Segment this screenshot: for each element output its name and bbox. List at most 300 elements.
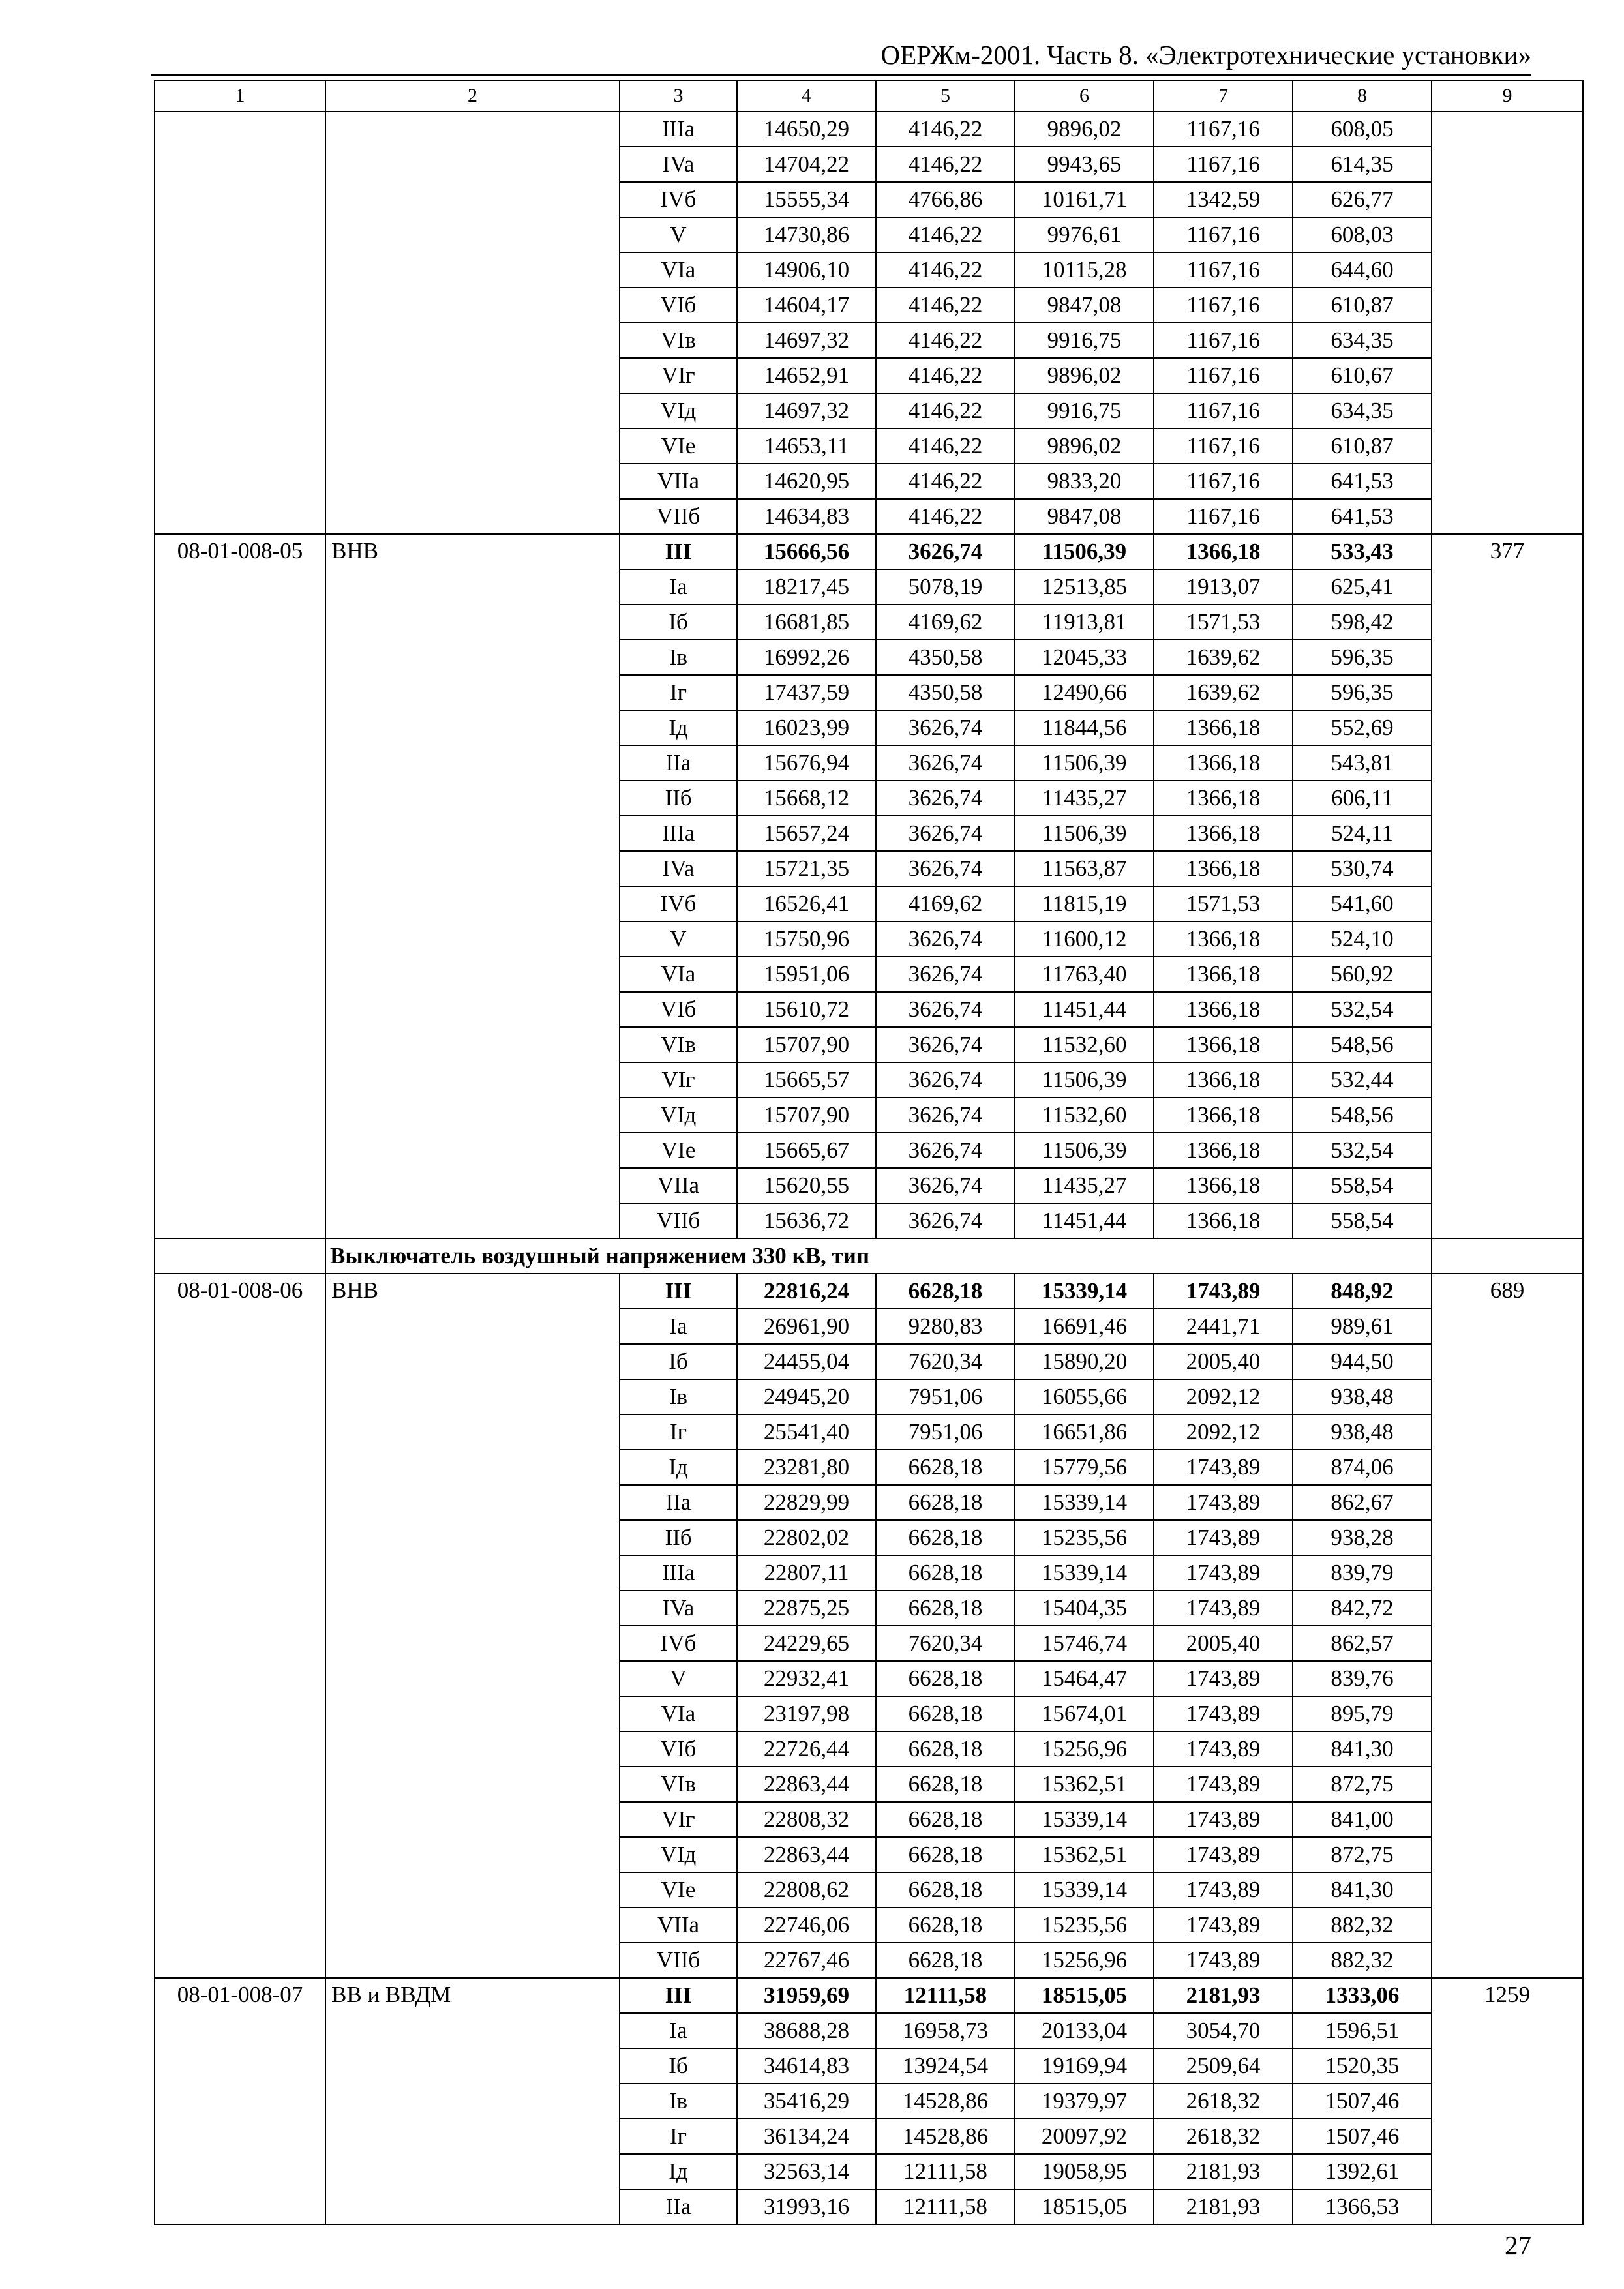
value-cell: 4146,22: [876, 464, 1015, 499]
value-cell: 596,35: [1293, 640, 1432, 675]
value-cell: 1167,16: [1154, 147, 1293, 182]
value-cell: 1366,18: [1154, 1168, 1293, 1203]
value-cell: 35416,29: [737, 2084, 876, 2119]
value-cell: 11451,44: [1015, 1203, 1154, 1238]
column-number: 4: [737, 80, 876, 112]
category-cell: IIa: [620, 745, 737, 781]
value-cell: 1743,89: [1154, 1591, 1293, 1626]
value-cell: 11435,27: [1015, 1168, 1154, 1203]
value-cell: 862,57: [1293, 1626, 1432, 1661]
value-cell: 14604,17: [737, 288, 876, 323]
value-cell: 15362,51: [1015, 1837, 1154, 1872]
value-cell: 1743,89: [1154, 1802, 1293, 1837]
value-cell: 1392,61: [1293, 2154, 1432, 2189]
value-cell: 841,30: [1293, 1731, 1432, 1767]
value-cell: 839,79: [1293, 1555, 1432, 1591]
category-cell: IIa: [620, 2189, 737, 2224]
category-cell: Iб: [620, 605, 737, 640]
value-cell: 3626,74: [876, 534, 1015, 569]
value-cell: 11532,60: [1015, 1027, 1154, 1062]
value-cell: 6628,18: [876, 1555, 1015, 1591]
value-cell: 23281,80: [737, 1450, 876, 1485]
value-cell: 15235,56: [1015, 1520, 1154, 1555]
category-cell: IVa: [620, 1591, 737, 1626]
category-cell: VIIa: [620, 1908, 737, 1943]
value-cell: 598,42: [1293, 605, 1432, 640]
category-cell: VIIб: [620, 1203, 737, 1238]
category-cell: IIa: [620, 1485, 737, 1520]
category-cell: IVб: [620, 1626, 737, 1661]
value-cell: 533,43: [1293, 534, 1432, 569]
value-cell: 20097,92: [1015, 2119, 1154, 2154]
value-cell: 22808,62: [737, 1872, 876, 1908]
category-cell: III: [620, 1274, 737, 1309]
value-cell: 7951,06: [876, 1414, 1015, 1450]
value-cell: 12490,66: [1015, 675, 1154, 710]
value-cell: 1743,89: [1154, 1767, 1293, 1802]
value-cell: 11506,39: [1015, 745, 1154, 781]
value-cell: 608,05: [1293, 112, 1432, 147]
column-number: 8: [1293, 80, 1432, 112]
value-cell: 14650,29: [737, 112, 876, 147]
category-cell: VIд: [620, 1837, 737, 1872]
value-cell: 1743,89: [1154, 1485, 1293, 1520]
value-cell: 862,67: [1293, 1485, 1432, 1520]
column-number: 5: [876, 80, 1015, 112]
value-cell: 1743,89: [1154, 1731, 1293, 1767]
value-cell: 606,11: [1293, 781, 1432, 816]
value-cell: 15404,35: [1015, 1591, 1154, 1626]
value-cell: 22808,32: [737, 1802, 876, 1837]
value-cell: 15339,14: [1015, 1274, 1154, 1309]
category-cell: VIa: [620, 252, 737, 288]
value-cell: 1167,16: [1154, 288, 1293, 323]
value-cell: 9847,08: [1015, 499, 1154, 534]
category-cell: Iб: [620, 1344, 737, 1379]
value-cell: 19379,97: [1015, 2084, 1154, 2119]
value-cell: 4350,58: [876, 675, 1015, 710]
item-count: 689: [1432, 1274, 1583, 1978]
value-cell: 882,32: [1293, 1943, 1432, 1978]
category-cell: VIe: [620, 1872, 737, 1908]
value-cell: 626,77: [1293, 182, 1432, 217]
category-cell: V: [620, 217, 737, 252]
value-cell: 2092,12: [1154, 1379, 1293, 1414]
value-cell: 634,35: [1293, 323, 1432, 358]
value-cell: 944,50: [1293, 1344, 1432, 1379]
table-body: [155, 80, 1583, 2224]
value-cell: 1507,46: [1293, 2084, 1432, 2119]
value-cell: 6628,18: [876, 1872, 1015, 1908]
value-cell: 15657,24: [737, 816, 876, 851]
value-cell: 7620,34: [876, 1626, 1015, 1661]
value-cell: 20133,04: [1015, 2013, 1154, 2048]
item-count: 377: [1432, 534, 1583, 1238]
value-cell: 34614,83: [737, 2048, 876, 2084]
value-cell: 14730,86: [737, 217, 876, 252]
value-cell: 22875,25: [737, 1591, 876, 1626]
value-cell: 1743,89: [1154, 1520, 1293, 1555]
value-cell: 2005,40: [1154, 1344, 1293, 1379]
category-cell: VIд: [620, 1098, 737, 1133]
value-cell: 38688,28: [737, 2013, 876, 2048]
category-cell: Ia: [620, 569, 737, 605]
category-cell: Iб: [620, 2048, 737, 2084]
category-cell: VIe: [620, 1133, 737, 1168]
value-cell: 15890,20: [1015, 1344, 1154, 1379]
category-cell: VIв: [620, 1767, 737, 1802]
section-code-cell: [155, 1238, 325, 1274]
value-cell: 4350,58: [876, 640, 1015, 675]
item-code: 08-01-008-05: [155, 534, 325, 1238]
item-name: ВВ и ВВДМ: [325, 1978, 620, 2224]
value-cell: 15674,01: [1015, 1696, 1154, 1731]
value-cell: 14653,11: [737, 428, 876, 464]
value-cell: 15746,74: [1015, 1626, 1154, 1661]
value-cell: 1167,16: [1154, 323, 1293, 358]
value-cell: 874,06: [1293, 1450, 1432, 1485]
value-cell: 872,75: [1293, 1837, 1432, 1872]
value-cell: 9916,75: [1015, 323, 1154, 358]
value-cell: 644,60: [1293, 252, 1432, 288]
value-cell: 14697,32: [737, 393, 876, 428]
value-cell: 524,11: [1293, 816, 1432, 851]
category-cell: IVa: [620, 147, 737, 182]
value-cell: 1639,62: [1154, 640, 1293, 675]
value-cell: 3626,74: [876, 745, 1015, 781]
value-cell: 22932,41: [737, 1661, 876, 1696]
value-cell: 1507,46: [1293, 2119, 1432, 2154]
category-cell: VIe: [620, 428, 737, 464]
column-number: 6: [1015, 80, 1154, 112]
page-header: ОЕРЖм-2001. Часть 8. «Электротехнические установки»: [880, 40, 1531, 70]
value-cell: 14634,83: [737, 499, 876, 534]
value-cell: 12111,58: [876, 2154, 1015, 2189]
value-cell: 3626,74: [876, 1062, 1015, 1098]
value-cell: 15779,56: [1015, 1450, 1154, 1485]
value-cell: 2092,12: [1154, 1414, 1293, 1450]
category-cell: Iд: [620, 1450, 737, 1485]
value-cell: 848,92: [1293, 1274, 1432, 1309]
value-cell: 24455,04: [737, 1344, 876, 1379]
value-cell: 16023,99: [737, 710, 876, 745]
category-cell: Ia: [620, 2013, 737, 2048]
value-cell: 32563,14: [737, 2154, 876, 2189]
value-cell: 18515,05: [1015, 2189, 1154, 2224]
category-cell: Iг: [620, 675, 737, 710]
value-cell: 3626,74: [876, 781, 1015, 816]
value-cell: 1743,89: [1154, 1696, 1293, 1731]
page-number: 27: [1505, 2230, 1531, 2260]
value-cell: 15665,67: [737, 1133, 876, 1168]
value-cell: 3626,74: [876, 816, 1015, 851]
value-cell: 22863,44: [737, 1767, 876, 1802]
category-cell: VIг: [620, 1062, 737, 1098]
table-row-base: [155, 534, 1583, 569]
category-cell: VIa: [620, 1696, 737, 1731]
value-cell: 22746,06: [737, 1908, 876, 1943]
value-cell: 11815,19: [1015, 886, 1154, 921]
value-cell: 11451,44: [1015, 992, 1154, 1027]
value-cell: 26961,90: [737, 1309, 876, 1344]
value-cell: 548,56: [1293, 1027, 1432, 1062]
value-cell: 18217,45: [737, 569, 876, 605]
value-cell: 1366,18: [1154, 781, 1293, 816]
value-cell: 6628,18: [876, 1731, 1015, 1767]
value-cell: 4169,62: [876, 886, 1015, 921]
value-cell: 1743,89: [1154, 1872, 1293, 1908]
value-cell: 1596,51: [1293, 2013, 1432, 2048]
category-cell: IIIa: [620, 112, 737, 147]
value-cell: 25541,40: [737, 1414, 876, 1450]
item-name: [325, 112, 620, 534]
value-cell: 15362,51: [1015, 1767, 1154, 1802]
value-cell: 2181,93: [1154, 2189, 1293, 2224]
value-cell: 6628,18: [876, 1450, 1015, 1485]
value-cell: 3626,74: [876, 992, 1015, 1027]
column-number-row: [155, 80, 1583, 112]
header-rule: [151, 74, 1531, 76]
category-cell: VIIa: [620, 1168, 737, 1203]
value-cell: 16651,86: [1015, 1414, 1154, 1450]
category-cell: V: [620, 921, 737, 957]
category-cell: VIб: [620, 1731, 737, 1767]
category-cell: VIб: [620, 288, 737, 323]
value-cell: 560,92: [1293, 957, 1432, 992]
value-cell: 1366,18: [1154, 816, 1293, 851]
value-cell: 12045,33: [1015, 640, 1154, 675]
value-cell: 19058,95: [1015, 2154, 1154, 2189]
value-cell: 1743,89: [1154, 1555, 1293, 1591]
value-cell: 15707,90: [737, 1027, 876, 1062]
value-cell: 543,81: [1293, 745, 1432, 781]
value-cell: 6628,18: [876, 1661, 1015, 1696]
value-cell: 3626,74: [876, 921, 1015, 957]
value-cell: 31959,69: [737, 1978, 876, 2013]
value-cell: 4146,22: [876, 112, 1015, 147]
value-cell: 938,48: [1293, 1414, 1432, 1450]
value-cell: 530,74: [1293, 851, 1432, 886]
category-cell: VIг: [620, 1802, 737, 1837]
value-cell: 1167,16: [1154, 358, 1293, 393]
value-cell: 9847,08: [1015, 288, 1154, 323]
value-cell: 4146,22: [876, 147, 1015, 182]
value-cell: 989,61: [1293, 1309, 1432, 1344]
value-cell: 6628,18: [876, 1696, 1015, 1731]
value-cell: 524,10: [1293, 921, 1432, 957]
category-cell: Ia: [620, 1309, 737, 1344]
value-cell: 2005,40: [1154, 1626, 1293, 1661]
value-cell: 12513,85: [1015, 569, 1154, 605]
value-cell: 6628,18: [876, 1274, 1015, 1309]
value-cell: 16691,46: [1015, 1309, 1154, 1344]
value-cell: 1366,18: [1154, 1203, 1293, 1238]
column-number: 9: [1432, 80, 1583, 112]
value-cell: 4146,22: [876, 323, 1015, 358]
value-cell: 9833,20: [1015, 464, 1154, 499]
value-cell: 548,56: [1293, 1098, 1432, 1133]
value-cell: 11913,81: [1015, 605, 1154, 640]
item-name: ВНВ: [325, 1274, 620, 1978]
value-cell: 1571,53: [1154, 886, 1293, 921]
value-cell: 4146,22: [876, 252, 1015, 288]
value-cell: 2441,71: [1154, 1309, 1293, 1344]
value-cell: 1520,35: [1293, 2048, 1432, 2084]
value-cell: 872,75: [1293, 1767, 1432, 1802]
value-cell: 1167,16: [1154, 428, 1293, 464]
value-cell: 614,35: [1293, 147, 1432, 182]
value-cell: 14697,32: [737, 323, 876, 358]
value-cell: 16958,73: [876, 2013, 1015, 2048]
value-cell: 608,03: [1293, 217, 1432, 252]
value-cell: 2181,93: [1154, 1978, 1293, 2013]
category-cell: IVб: [620, 182, 737, 217]
value-cell: 1743,89: [1154, 1908, 1293, 1943]
value-cell: 1743,89: [1154, 1661, 1293, 1696]
value-cell: 641,53: [1293, 499, 1432, 534]
category-cell: Iв: [620, 2084, 737, 2119]
value-cell: 1366,18: [1154, 534, 1293, 569]
value-cell: 6628,18: [876, 1767, 1015, 1802]
column-number: 7: [1154, 80, 1293, 112]
value-cell: 2509,64: [1154, 2048, 1293, 2084]
category-cell: VIв: [620, 1027, 737, 1062]
value-cell: 1167,16: [1154, 464, 1293, 499]
value-cell: 841,00: [1293, 1802, 1432, 1837]
value-cell: 15339,14: [1015, 1555, 1154, 1591]
item-name: ВНВ: [325, 534, 620, 1238]
value-cell: 14620,95: [737, 464, 876, 499]
value-cell: 1743,89: [1154, 1274, 1293, 1309]
value-cell: 11600,12: [1015, 921, 1154, 957]
category-cell: VIIб: [620, 1943, 737, 1978]
value-cell: 14906,10: [737, 252, 876, 288]
value-cell: 6628,18: [876, 1485, 1015, 1520]
category-cell: III: [620, 1978, 737, 2013]
value-cell: 558,54: [1293, 1203, 1432, 1238]
section-heading-row: [155, 1238, 1583, 1274]
value-cell: 11763,40: [1015, 957, 1154, 992]
value-cell: 11506,39: [1015, 816, 1154, 851]
value-cell: 641,53: [1293, 464, 1432, 499]
value-cell: 24229,65: [737, 1626, 876, 1661]
value-cell: 9896,02: [1015, 112, 1154, 147]
item-code: 08-01-008-07: [155, 1978, 325, 2224]
item-code: 08-01-008-06: [155, 1274, 325, 1978]
value-cell: 552,69: [1293, 710, 1432, 745]
value-cell: 4169,62: [876, 605, 1015, 640]
value-cell: 1571,53: [1154, 605, 1293, 640]
value-cell: 610,87: [1293, 428, 1432, 464]
value-cell: 11844,56: [1015, 710, 1154, 745]
value-cell: 532,54: [1293, 1133, 1432, 1168]
value-cell: 16992,26: [737, 640, 876, 675]
value-cell: 1167,16: [1154, 499, 1293, 534]
value-cell: 15339,14: [1015, 1872, 1154, 1908]
item-count: 1259: [1432, 1978, 1583, 2224]
value-cell: 15636,72: [737, 1203, 876, 1238]
section-title: Выключатель воздушный напряжением 330 кВ, тип: [325, 1238, 1432, 1274]
value-cell: 7620,34: [876, 1344, 1015, 1379]
value-cell: 14528,86: [876, 2119, 1015, 2154]
value-cell: 1342,59: [1154, 182, 1293, 217]
value-cell: 610,87: [1293, 288, 1432, 323]
category-cell: IIб: [620, 781, 737, 816]
value-cell: 11506,39: [1015, 1133, 1154, 1168]
value-cell: 15256,96: [1015, 1943, 1154, 1978]
value-cell: 4146,22: [876, 217, 1015, 252]
value-cell: 3626,74: [876, 1168, 1015, 1203]
value-cell: 1913,07: [1154, 569, 1293, 605]
category-cell: VIб: [620, 992, 737, 1027]
value-cell: 938,48: [1293, 1379, 1432, 1414]
value-cell: 839,76: [1293, 1661, 1432, 1696]
column-number: 3: [620, 80, 737, 112]
value-cell: 634,35: [1293, 393, 1432, 428]
value-cell: 24945,20: [737, 1379, 876, 1414]
value-cell: 1366,18: [1154, 992, 1293, 1027]
value-cell: 14704,22: [737, 147, 876, 182]
value-cell: 10115,28: [1015, 252, 1154, 288]
value-cell: 2618,32: [1154, 2119, 1293, 2154]
value-cell: 15464,47: [1015, 1661, 1154, 1696]
value-cell: 541,60: [1293, 886, 1432, 921]
value-cell: 9896,02: [1015, 358, 1154, 393]
category-cell: VIIб: [620, 499, 737, 534]
value-cell: 3626,74: [876, 1098, 1015, 1133]
value-cell: 22829,99: [737, 1485, 876, 1520]
value-cell: 14528,86: [876, 2084, 1015, 2119]
value-cell: 23197,98: [737, 1696, 876, 1731]
value-cell: 22807,11: [737, 1555, 876, 1591]
value-cell: 4766,86: [876, 182, 1015, 217]
value-cell: 11506,39: [1015, 534, 1154, 569]
item-code: [155, 112, 325, 534]
value-cell: 16681,85: [737, 605, 876, 640]
table-row: [155, 112, 1583, 147]
value-cell: 15555,34: [737, 182, 876, 217]
category-cell: VIв: [620, 323, 737, 358]
category-cell: Iг: [620, 2119, 737, 2154]
value-cell: 1333,06: [1293, 1978, 1432, 2013]
category-cell: VIг: [620, 358, 737, 393]
category-cell: Iд: [620, 710, 737, 745]
category-cell: IIIa: [620, 1555, 737, 1591]
value-cell: 9943,65: [1015, 147, 1154, 182]
value-cell: 15668,12: [737, 781, 876, 816]
value-cell: 4146,22: [876, 358, 1015, 393]
value-cell: 1366,18: [1154, 710, 1293, 745]
value-cell: 13924,54: [876, 2048, 1015, 2084]
value-cell: 22802,02: [737, 1520, 876, 1555]
category-cell: III: [620, 534, 737, 569]
category-cell: VIд: [620, 393, 737, 428]
item-count: [1432, 112, 1583, 534]
category-cell: VIIa: [620, 464, 737, 499]
value-cell: 16526,41: [737, 886, 876, 921]
value-cell: 19169,94: [1015, 2048, 1154, 2084]
value-cell: 1366,18: [1154, 921, 1293, 957]
value-cell: 17437,59: [737, 675, 876, 710]
value-cell: 15665,57: [737, 1062, 876, 1098]
value-cell: 9280,83: [876, 1309, 1015, 1344]
value-cell: 22767,46: [737, 1943, 876, 1978]
value-cell: 6628,18: [876, 1520, 1015, 1555]
value-cell: 15610,72: [737, 992, 876, 1027]
value-cell: 4146,22: [876, 428, 1015, 464]
value-cell: 4146,22: [876, 499, 1015, 534]
value-cell: 1167,16: [1154, 112, 1293, 147]
